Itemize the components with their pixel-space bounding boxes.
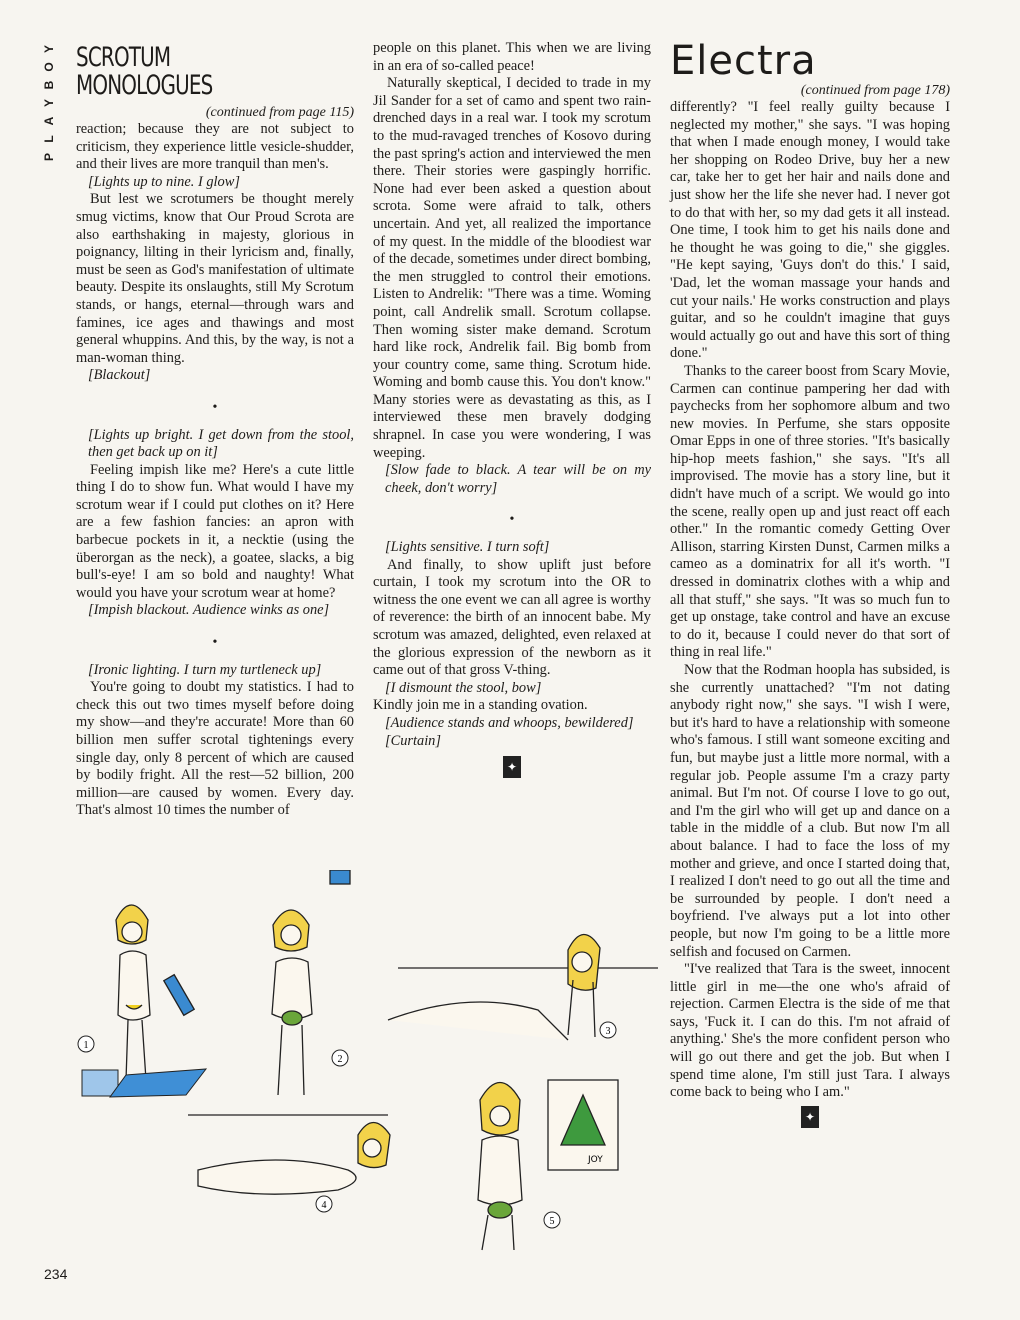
magazine-name-vertical — [42, 40, 62, 200]
paragraph: Naturally skeptical, I decided to trade in my Jil Sander for a set of camo and spent two rain-drenched days in a real war. I took my scrotum to the mud-ravaged trenches of Kosovo during the past spring's action and interviewed the men there. Their stories were gaspingly horrific. None had ever been asked a question about scrota. Some were afraid to talk, others uncertain. And yet, all realized the importance of my quest. In the middle of the bloodiest war of the decade, sometimes under direct bombing, the men struggled to control their emotions. Listen to Andrelik: "There was a time. Woming point, call Andrelik small. Scrotum collapse. Then woming sister make demand. Scrotum hard like rock, Andrelik fail. Big bomb from your country come, same thing. Scrotum hide. Woming and bomb cause this. You don't know." Many stories were as devastating as this, as I interviewed these men bravely dodging shrapnel. In case you were wondering, I was weeping. — [373, 75, 651, 461]
cartoon-figure-3 — [388, 934, 658, 1040]
paragraph: Now that the Rodman hoopla has subsided, is she currently unattached? "I'm not dating anybody right now," she says. "I wish I were, but it's hard to have a relationship with someone who's famous. I still want someone exciting and fun, but maybe just a little more normal, with a regular job. People assume I'm a crazy party animal. But I'm not. Of course I love to go out, and I'm the girl who will get up and dance on a table in the middle of a club. But now I'm all about balance. I had to face the loss of my mother and grieve, and once I started doing that, I realized I don't need to go out all the time and be surrounded by people. I don't need a boyfriend. I've always put a lot into other people, but now I'm going to be a little more selfish and focused on Carmen. — [670, 662, 950, 960]
paint-bucket — [82, 1070, 118, 1096]
stage-direction: [Lights up bright. I get down from the stool, then get back up on it] — [88, 426, 354, 461]
paragraph: And finally, to show uplift just before curtain, I took my scrotum into the OR to witness the one event we can all agree is worthy of reverence: the birth of an innocent babe. My scrotum was amazed, delighted, even relaxed at the glorious expression of the newborn as it came out of that gross V-thing. — [373, 556, 651, 679]
article-title: SCROTUM MONOLOGUES — [76, 42, 213, 101]
column-electra — [670, 40, 950, 1128]
article-title: Electra — [670, 38, 817, 84]
stage-direction: [Audience stands and whoops, bewildered] — [385, 714, 634, 731]
sidebar-letter: A — [42, 116, 56, 126]
figure-label: 2 — [337, 1054, 343, 1065]
cartoon-figure-4 — [188, 1115, 390, 1194]
paragraph: Feeling impish like me? Here's a cute little thing I do to show fun. What would I have my scrotum wear if I could put clothes on it? Here are a few fashion fancies: an apron with barbecue pockets in it, a necktie (using the überorgan as the neck), a goatee, slacks, a big bull's-eye! I am so bold and naughty! What would you have your scrotum wear at home? — [76, 461, 354, 601]
sign-text: JOY — [588, 1155, 603, 1165]
figure-label: 1 — [83, 1040, 89, 1051]
sidebar-letter: P — [42, 153, 56, 162]
cartoon-figure-1 — [116, 905, 194, 1080]
stage-direction: [Lights sensitive. I turn soft] — [385, 539, 550, 556]
stage-direction: [Slow fade to black. A tear will be on my cheek, don't worry] — [385, 462, 651, 496]
continued-note: (continued from page 115) — [205, 105, 354, 120]
figure-label: 4 — [321, 1200, 327, 1211]
paragraph: You're going to doubt my statistics. I had to check this out two times myself before doing my show—and they're accurate! More than 60 billion men suffer scrotal tightenings every single day, only 8 percent of which are caused by bodily fright. All the rest—52 billion, 200 million—are caused by women. Every day. That's almost 10 times the number of — [76, 679, 354, 819]
figure-label: 3 — [605, 1026, 611, 1037]
section-bullet: • — [212, 635, 218, 651]
stage-direction: [I dismount the stool, bow] — [385, 679, 542, 696]
paragraph: reaction; because they are not subject to criticism, they experience little vesicle-shudder, and their lives are more tranquil than men's. — [76, 121, 354, 173]
sidebar-letter: B — [42, 80, 56, 90]
sidebar-letter: O — [42, 62, 56, 72]
cartoon-illustration — [68, 870, 658, 1270]
rabbit-logo-icon: ✦ — [503, 756, 521, 778]
continued-note: (continued from page 178) — [800, 83, 950, 98]
column-scrotum-monologues — [76, 44, 354, 820]
rabbit-logo-icon: ✦ — [801, 1106, 819, 1128]
stage-direction: [Impish blackout. Audience winks as one] — [88, 602, 330, 619]
paragraph: "I've realized that Tara is the sweet, innocent little girl in me—the one who's afraid of rejection. Carmen Electra is the side of me that says, 'Fuck it. I can do this. I'm not afraid of anything.' She's the more confident person who will go out there and get the job. But when I spend time alone, I'm still just Tara. I always come back to being who I am." — [670, 961, 950, 1101]
column-scrotum-monologues-continued — [373, 40, 651, 778]
page-number: 234 — [44, 1266, 68, 1282]
sidebar-letter: L — [42, 135, 56, 143]
paragraph: differently? "I feel really guilty because I neglected my mother," she says. "I was hoping that when I made enough money, I would take her shopping on Rodeo Drive, buy her a new car, take her to get her hair and nails done and just show her the life she never had. I never got to do that with her, so my dad gets it all instead. One time, I took him to get his nails done and he thought he was going to die," she giggles. "He kept saying, 'Guys don't do this.' I said, 'Dad, let the woman massage your hands and cut your nails.' He works construction and plays guitar, and so he couldn't imagine that guys would actually go out and have this sort of thing done." — [670, 99, 950, 362]
sidebar-letter: Y — [42, 45, 56, 54]
section-bullet: • — [509, 512, 515, 528]
sidebar-letter: Y — [42, 99, 56, 108]
paragraph: Kindly join me in a standing ovation. — [373, 697, 588, 714]
paragraph: people on this planet. This when we are living in an era of so-called peace! — [373, 40, 651, 74]
stage-direction: [Lights up to nine. I glow] — [88, 173, 240, 190]
paragraph: Thanks to the career boost from Scary Movie, Carmen can continue pampering her dad with paychecks from her sophomore album and two new movies. In Perfume, she stars opposite Omar Epps in one of three stories. "It's basically hip-hop meets fashion," she says. "It's all improvised. The movie has a story line, but it didn't have much of a script. We would go into the scene, really open up and just react off each other." In the romantic comedy Getting Over Allison, starring Kirsten Dunst, Carmen milks a cameo as a dominatrix for all it's worth. "I dressed in dominatrix clothes with a whip and all that stuff," she says. "It was so much fun to get up onstage, take control and have an excuse to do it, because I could never do that sort of thing in real life." — [670, 362, 950, 661]
stage-direction: [Curtain] — [385, 732, 441, 749]
figure-label: 5 — [549, 1216, 555, 1227]
stage-direction: [Blackout] — [88, 367, 151, 384]
end-mark — [373, 756, 651, 778]
paint-tray — [110, 1069, 206, 1097]
stage-direction: [Ironic lighting. I turn my turtleneck up] — [88, 661, 322, 678]
section-bullet: • — [212, 399, 218, 415]
paragraph: But lest we scrotumers be thought merely smug victims, know that Our Proud Scrota are also earthshaking in majesty, glorious in poignancy, lilting in their lyricism and, finally, must be seen as God's manifestation of ultimate beauty. Despite its onslaughts, still My Scrotum stands, or hangs, eternal—through wars and famines, ice ages and thawings and most general whuppins. And this, by the way, is not a man-woman thing. — [76, 191, 354, 366]
end-mark — [670, 1106, 950, 1128]
